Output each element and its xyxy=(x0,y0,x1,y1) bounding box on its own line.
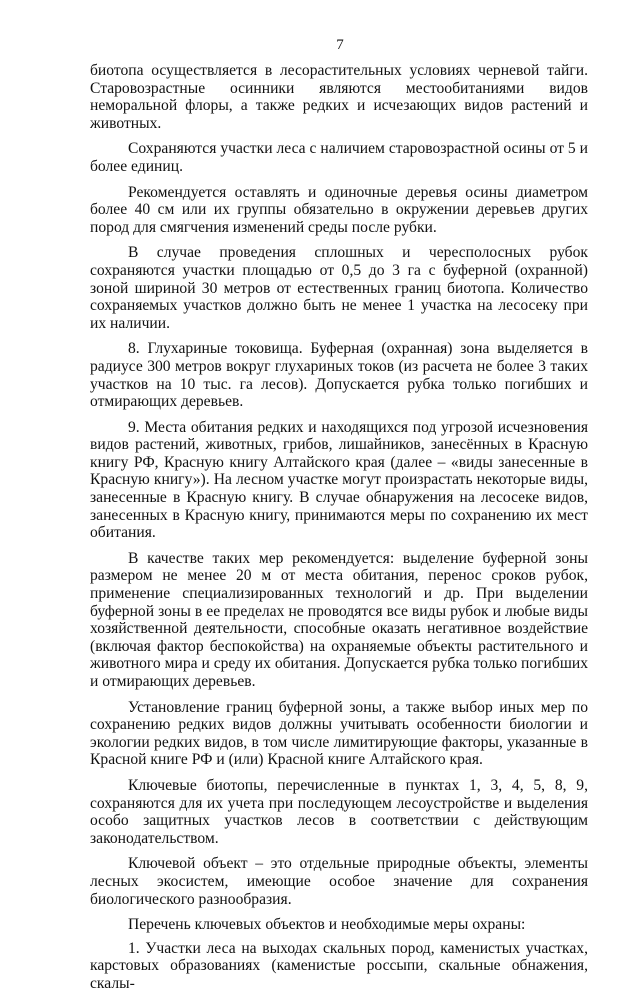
paragraph-single-aspen-trees: Рекомендуется оставлять и одиночные деревья осины диаметром более 40 см или их группы обязательно в окружении деревьев других пород для смягчения изменений среды после рубки. xyxy=(90,183,588,236)
document-body xyxy=(90,62,588,1001)
paragraph-key-object-definition: Ключевой объект – это отдельные природные объекты, элементы лесных экосистем, имеющие особое значение для сохранения биологического разнообразия. xyxy=(90,855,588,908)
paragraph-protection-measures: В качестве таких мер рекомендуется: выделение буферной зоны размером не менее 20 м от места обитания, перенос сроков рубок, применение специализированных технологий и др. При выделении буферной зоны в ее пределах не проводятся все виды рубок и любые виды хозяйственной деятельности, способные оказать негативное воздействие (включая фактор беспокойства) на охраняемые объекты растительного и животного мира и среду их обитания. Допускается рубка только погибших и отмирающих деревьев. xyxy=(90,549,588,690)
paragraph-key-objects-list-intro: Перечень ключевых объектов и необходимые меры охраны: xyxy=(128,916,526,934)
paragraph-buffer-zone-boundaries: Установление границ буферной зоны, а также выбор иных мер по сохранению редких видов должны учитывать особенности биологии и экологии редких видов, в том числе лимитирующие факторы, указанные в Красной книге РФ и (или) Красной книге Алтайского края. xyxy=(90,698,588,769)
paragraph-biotope-continuation: биотопа осуществляется в лесорастительных условиях черневой тайги. Старовозрастные осинники являются местообитаниями видов неморальной флоры, а также редких и исчезающих видов растений и животных. xyxy=(90,62,588,132)
paragraph-item-1-rock-outcrops: 1. Участки леса на выходах скальных пород, каменистых участках, карстовых образованиях (каменистые россыпи, скальные обнажения, скалы- xyxy=(90,939,588,992)
paragraph-clear-cutting-buffer: В случае проведения сплошных и чересполосных рубок сохраняются участки площадью от 0,5 до 3 га с буферной (охранной) зоной шириной 30 метров от естественных границ биотопа. Количество сохраняемых участков должно быть не менее 1 участка на лесосеку при их наличии. xyxy=(90,244,588,332)
paragraph-old-aspen-plots: Сохраняются участки леса с наличием старовозрастной осины от 5 и более единиц. xyxy=(90,140,588,175)
paragraph-item-9-red-book-habitats: 9. Места обитания редких и находящихся под угрозой исчезновения видов растений, животных, грибов, лишайников, занесённых в Красную книгу РФ, Красную книгу Алтайского края (далее – «виды занесенные в Красную книгу»). На лесном участке могут произрастать некоторые виды, занесенные в Красную книгу. В случае обнаружения на лесосеке видов, занесенных в Красную книгу, принимаются меры по сохранению их мест обитания. xyxy=(90,418,588,542)
paragraph-item-8-capercaillie-leks: 8. Глухариные токовища. Буферная (охранная) зона выделяется в радиусе 300 метров вокруг глухариных токов (из расчета не более 3 таких участков на 10 тыс. га лесов). Допускается рубка только погибших и отмирающих деревьев. xyxy=(90,340,588,411)
page-number: 7 xyxy=(336,37,344,53)
paragraph-key-biotopes: Ключевые биотопы, перечисленные в пунктах 1, 3, 4, 5, 8, 9, сохраняются для их учета при последующем лесоустройстве и выделения особо защитных участков лесов в соответствии с действующим законодательством. xyxy=(90,776,588,847)
